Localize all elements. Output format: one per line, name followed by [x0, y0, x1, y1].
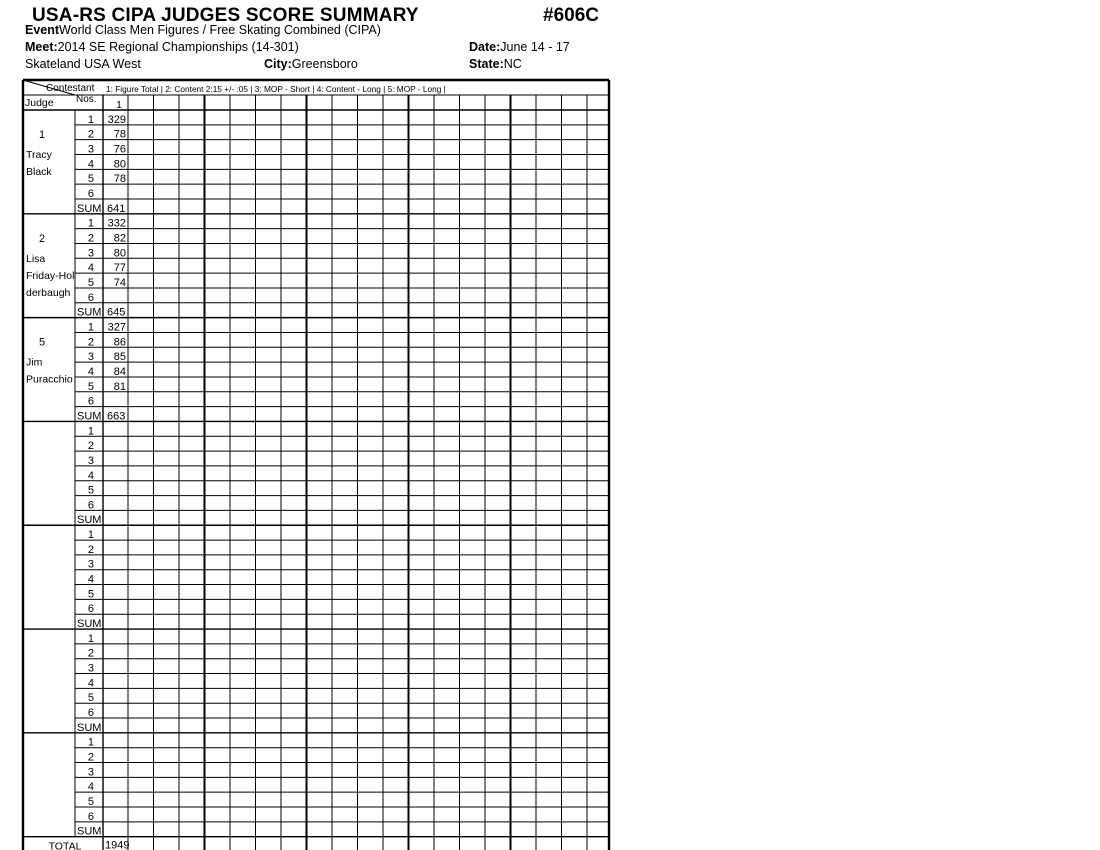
judge-header: Judge — [25, 97, 54, 109]
judge-name-line: Jim — [26, 356, 43, 369]
row-number-label: 3 — [87, 351, 94, 364]
sum-label: SUM — [77, 721, 102, 734]
sum-label: SUM — [77, 410, 102, 423]
row-number-label: 5 — [87, 380, 94, 393]
row-number-label: 6 — [87, 187, 94, 200]
row-number-label: 4 — [87, 677, 94, 690]
score-value: 329 — [107, 113, 126, 126]
row-number-label: 5 — [87, 692, 94, 705]
row-number-label: 4 — [87, 573, 94, 586]
score-value: 332 — [107, 217, 126, 230]
judge-name-line: Friday-Hol — [26, 269, 75, 282]
sum-label: SUM — [77, 306, 102, 319]
row-number-label: 2 — [87, 751, 94, 764]
score-value: 78 — [113, 128, 126, 141]
score-value: 82 — [113, 232, 126, 245]
judge-sum-value: 645 — [107, 306, 126, 319]
row-number-label: 4 — [87, 469, 94, 482]
state-label: State: — [469, 57, 504, 71]
score-value: 78 — [113, 173, 126, 186]
row-number-label: 1 — [87, 321, 94, 334]
contestant-number: 1 — [116, 99, 122, 111]
judge-sum-value: 641 — [107, 202, 126, 215]
row-number-label: 1 — [87, 529, 94, 542]
judge-name-line: Puracchio — [26, 373, 73, 386]
row-number-label: 2 — [87, 543, 94, 556]
judge-number: 1 — [38, 129, 46, 141]
column-legend: 1: Figure Total | 2: Content 2:15 +/- :05 | 3: MOP - Short | 4: Content - Long | 5: MOP - Long | — [106, 84, 446, 94]
row-number-label: 2 — [87, 440, 94, 453]
sum-label: SUM — [77, 514, 102, 527]
row-number-label: 2 — [87, 232, 94, 245]
event-label: Event — [25, 23, 60, 37]
score-value: 80 — [113, 158, 126, 171]
row-number-label: 3 — [87, 558, 94, 571]
judge-name-line: Lisa — [26, 252, 46, 265]
form-title: USA-RS CIPA JUDGES SCORE SUMMARY — [32, 5, 419, 26]
row-number-label: 3 — [87, 143, 94, 156]
row-number-label: 5 — [87, 276, 94, 289]
row-number-label: 5 — [87, 173, 94, 186]
row-number-label: 6 — [87, 291, 94, 304]
row-number-label: 1 — [87, 217, 94, 230]
event-value: World Class Men Figures / Free Skating Combined (CIPA) — [59, 23, 381, 37]
judge-number: 2 — [38, 232, 46, 245]
row-number-label: 3 — [87, 454, 94, 467]
row-number-label: 5 — [87, 796, 94, 809]
row-number-label: 2 — [87, 336, 94, 349]
form-number: #606C — [543, 5, 599, 26]
row-number-label: 2 — [87, 647, 94, 660]
row-number-label: 3 — [87, 662, 94, 675]
row-number-label: 1 — [87, 632, 94, 645]
row-number-label: 5 — [87, 588, 94, 601]
row-number-label: 1 — [87, 113, 94, 126]
row-number-label: 5 — [87, 484, 94, 497]
state-value: NC — [503, 57, 522, 71]
sum-label: SUM — [77, 618, 102, 631]
judge-number: 5 — [38, 336, 46, 349]
judge-name-line: Tracy — [26, 149, 52, 161]
meet-label: Meet: — [25, 40, 58, 54]
nos-header: Nos. — [76, 94, 97, 105]
meet-value: 2014 SE Regional Championships (14-301) — [57, 40, 299, 54]
row-number-label: 3 — [87, 766, 94, 779]
score-value: 84 — [113, 365, 126, 378]
row-number-label: 6 — [87, 810, 94, 823]
date-value: June 14 - 17 — [500, 40, 570, 54]
venue-value: Skateland USA West — [25, 57, 141, 71]
sum-label: SUM — [77, 825, 102, 838]
row-number-label: 4 — [87, 781, 94, 794]
row-number-label: 6 — [87, 707, 94, 720]
row-number-label: 4 — [87, 158, 94, 171]
score-value: 80 — [113, 247, 126, 260]
score-value: 86 — [113, 336, 126, 349]
score-value: 74 — [113, 276, 126, 289]
city-value: Greensboro — [291, 57, 358, 71]
score-value: 77 — [113, 262, 126, 275]
row-number-label: 4 — [87, 262, 94, 275]
row-number-label: 1 — [87, 425, 94, 438]
row-number-label: 6 — [87, 499, 94, 512]
contestant-header: Contestant — [46, 83, 95, 94]
score-value: 85 — [113, 351, 126, 364]
row-number-label: 4 — [87, 365, 94, 378]
total-value: 1949 — [105, 839, 130, 850]
sum-label: SUM — [77, 202, 102, 215]
date-label: Date: — [469, 40, 501, 54]
total-label: TOTAL — [48, 840, 82, 850]
row-number-label: 6 — [87, 395, 94, 408]
row-number-label: 3 — [87, 247, 94, 260]
row-number-label: 6 — [87, 603, 94, 616]
score-value: 76 — [113, 143, 126, 156]
row-number-label: 2 — [87, 128, 94, 141]
row-number-label: 1 — [87, 736, 94, 749]
score-value: 327 — [107, 321, 126, 334]
city-label: City: — [264, 57, 292, 71]
score-value: 81 — [113, 380, 126, 393]
judge-sum-value: 663 — [107, 410, 126, 423]
judge-name-line: Black — [26, 166, 52, 178]
judge-name-line: derbaugh — [26, 286, 71, 299]
